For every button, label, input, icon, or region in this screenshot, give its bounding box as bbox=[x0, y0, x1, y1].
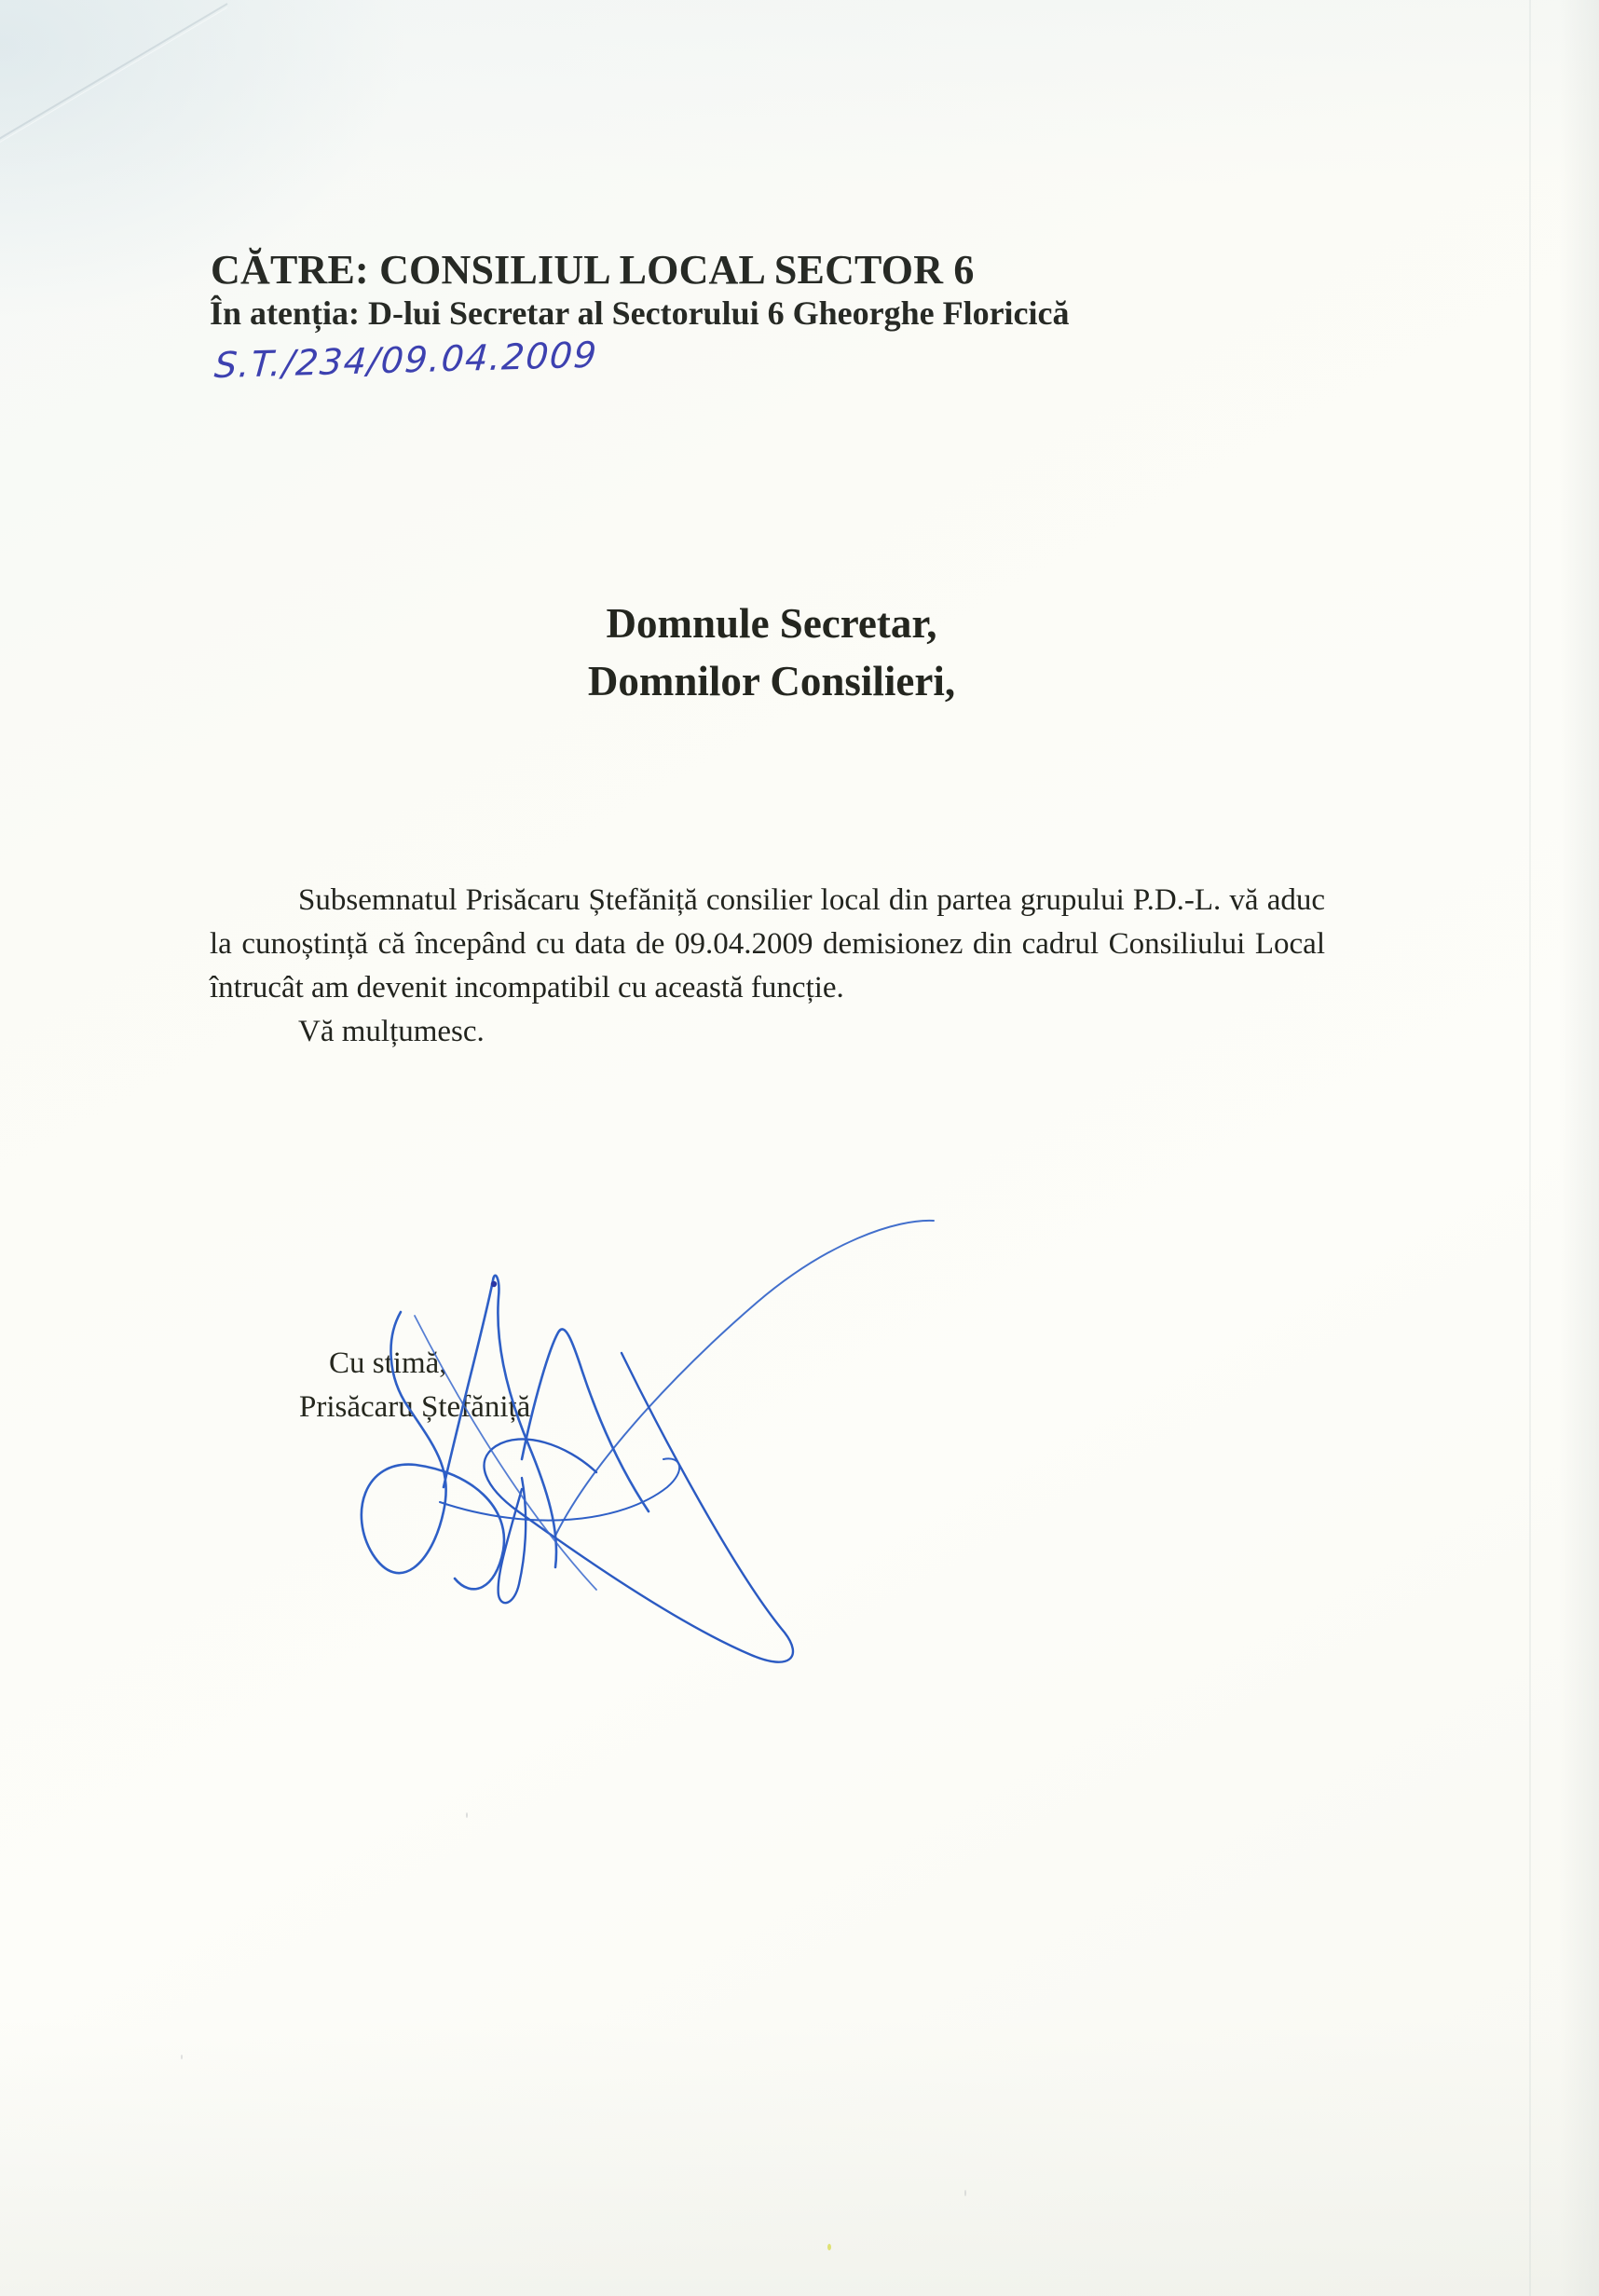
salutation-line-2: Domnilor Consilieri, bbox=[587, 658, 956, 704]
salutation-line-1: Domnule Secretar, bbox=[606, 600, 937, 647]
scan-speck bbox=[466, 1812, 468, 1818]
signer-name: Prisăcaru Ștefăniță bbox=[299, 1390, 531, 1424]
scan-speck bbox=[827, 2244, 831, 2250]
reference-number-handwritten: S.T./234/09.04.2009 bbox=[212, 334, 600, 387]
letter-body bbox=[210, 879, 1325, 1054]
closing-block bbox=[299, 1342, 530, 1429]
attention-line: În atenția: D-lui Secretar al Sectorului 6 Gheorghe Floricică bbox=[210, 294, 1070, 332]
scan-speck bbox=[181, 2055, 183, 2059]
closing-salutation: Cu stimă, bbox=[329, 1346, 447, 1380]
recipient-line: CĂTRE: CONSILIUL LOCAL SECTOR 6 bbox=[211, 247, 975, 293]
scan-speck bbox=[964, 2190, 966, 2196]
salutation-block bbox=[588, 594, 955, 710]
thanks-line: Vă mulțumesc. bbox=[298, 1015, 485, 1048]
scan-streak bbox=[1529, 0, 1531, 2296]
body-paragraph: Subsemnatul Prisăcaru Ștefăniță consilier local din partea grupului P.D.-L. vă aduc la cunoștință că începând cu data de 09.04.2009 demisionez din cadrul Consiliului Local întrucât am devenit incompatibil cu această funcție. bbox=[210, 883, 1325, 1004]
